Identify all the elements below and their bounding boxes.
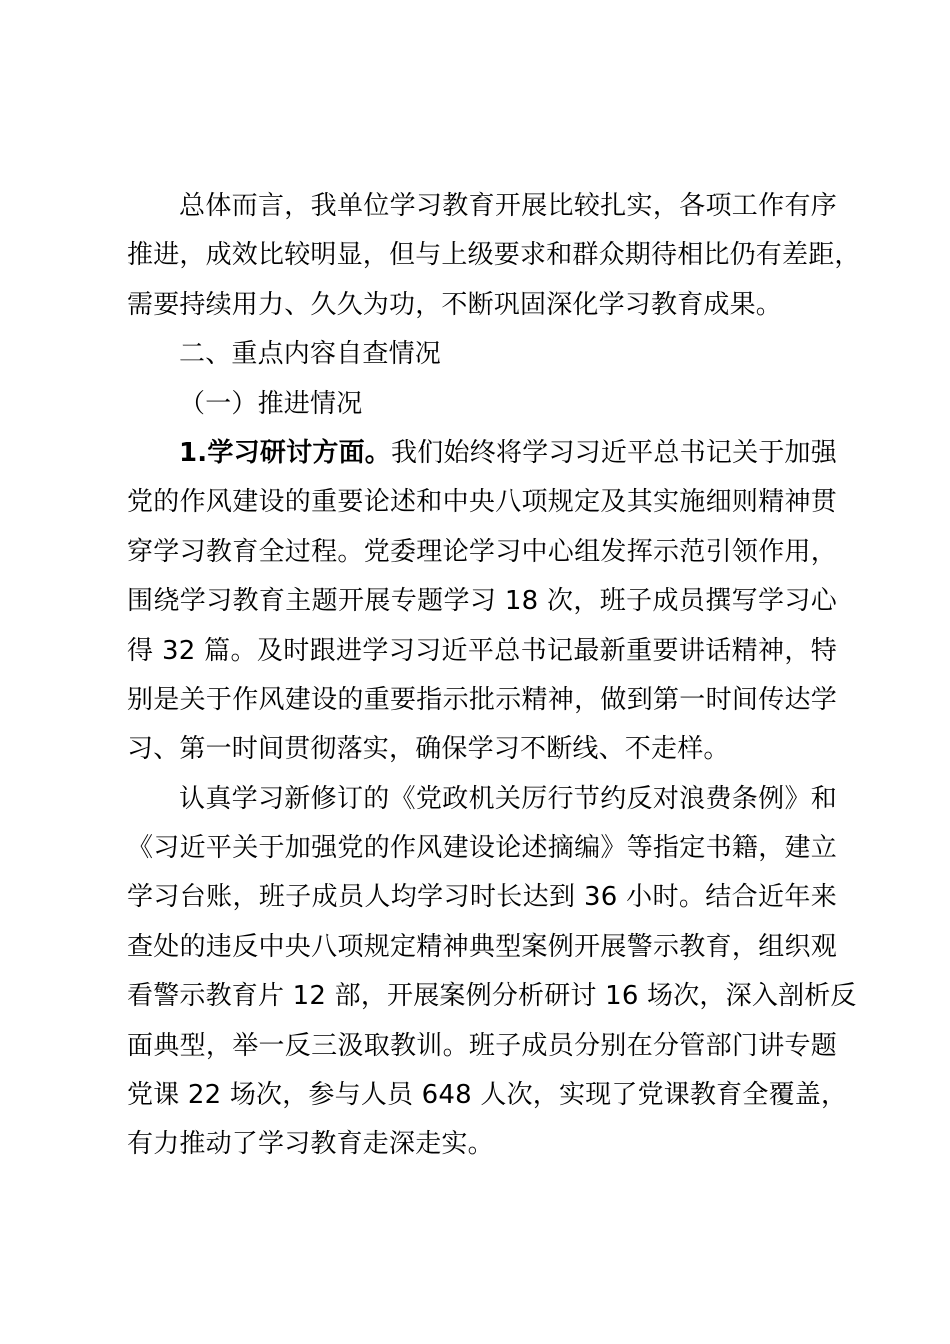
paragraph-line: 学习台账，班子成员人均学习时长达到 36 小时。结合近年来 [127,882,837,913]
paragraph-line: 围绕学习教育主题开展专题学习 18 次，班子成员撰写学习心 [127,586,837,617]
paragraph-line: 认真学习新修订的《党政机关厉行节约反对浪费条例》和 [179,783,837,814]
paragraph-line: 习、第一时间贯彻落实，确保学习不断线、不走样。 [127,734,730,765]
paragraph-line: 总体而言，我单位学习教育开展比较扎实，各项工作有序 [179,191,837,221]
paragraph-line: 党课 22 场次，参与人员 648 人次，实现了党课教育全覆盖， [127,1080,848,1111]
paragraph-line: 穿学习教育全过程。党委理论学习中心组发挥示范引领作用， [127,536,837,567]
paragraph-lead-bold: 1.学习研讨方面。 [179,437,392,468]
paragraph-first-line [127,429,837,478]
subsection-heading: （一）推进情况 [179,388,363,419]
paragraph-line: 别是关于作风建设的重要指示批示精神，做到第一时间传达学 [127,684,837,715]
paragraph-lead-rest: 我们始终将学习习近平总书记关于加强 [391,437,837,468]
paragraph-line: 有力推动了学习教育走深走实。 [127,1129,494,1160]
paragraph-line: 得 32 篇。及时跟进学习习近平总书记最新重要讲话精神，特 [127,635,837,666]
paragraph-line: 看警示教育片 12 部，开展案例分析研讨 16 场次，深入剖析反 [127,981,857,1012]
document-body [127,182,861,1170]
paragraph-line: 面典型，举一反三汲取教训。班子成员分别在分管部门讲专题 [127,1030,837,1061]
paragraph-line: 推进，成效比较明显，但与上级要求和群众期待相比仍有差距， [127,240,861,271]
paragraph-line: 党的作风建设的重要论述和中央八项规定及其实施细则精神贯 [127,487,837,518]
paragraph-line: 查处的违反中央八项规定精神典型案例开展警示教育，组织观 [127,931,837,962]
section-heading: 二、重点内容自查情况 [179,339,442,370]
paragraph-line: 需要持续用力、久久为功，不断巩固深化学习教育成果。 [127,289,783,320]
paragraph-line: 《习近平关于加强党的作风建设论述摘编》等指定书籍，建立 [127,833,837,864]
